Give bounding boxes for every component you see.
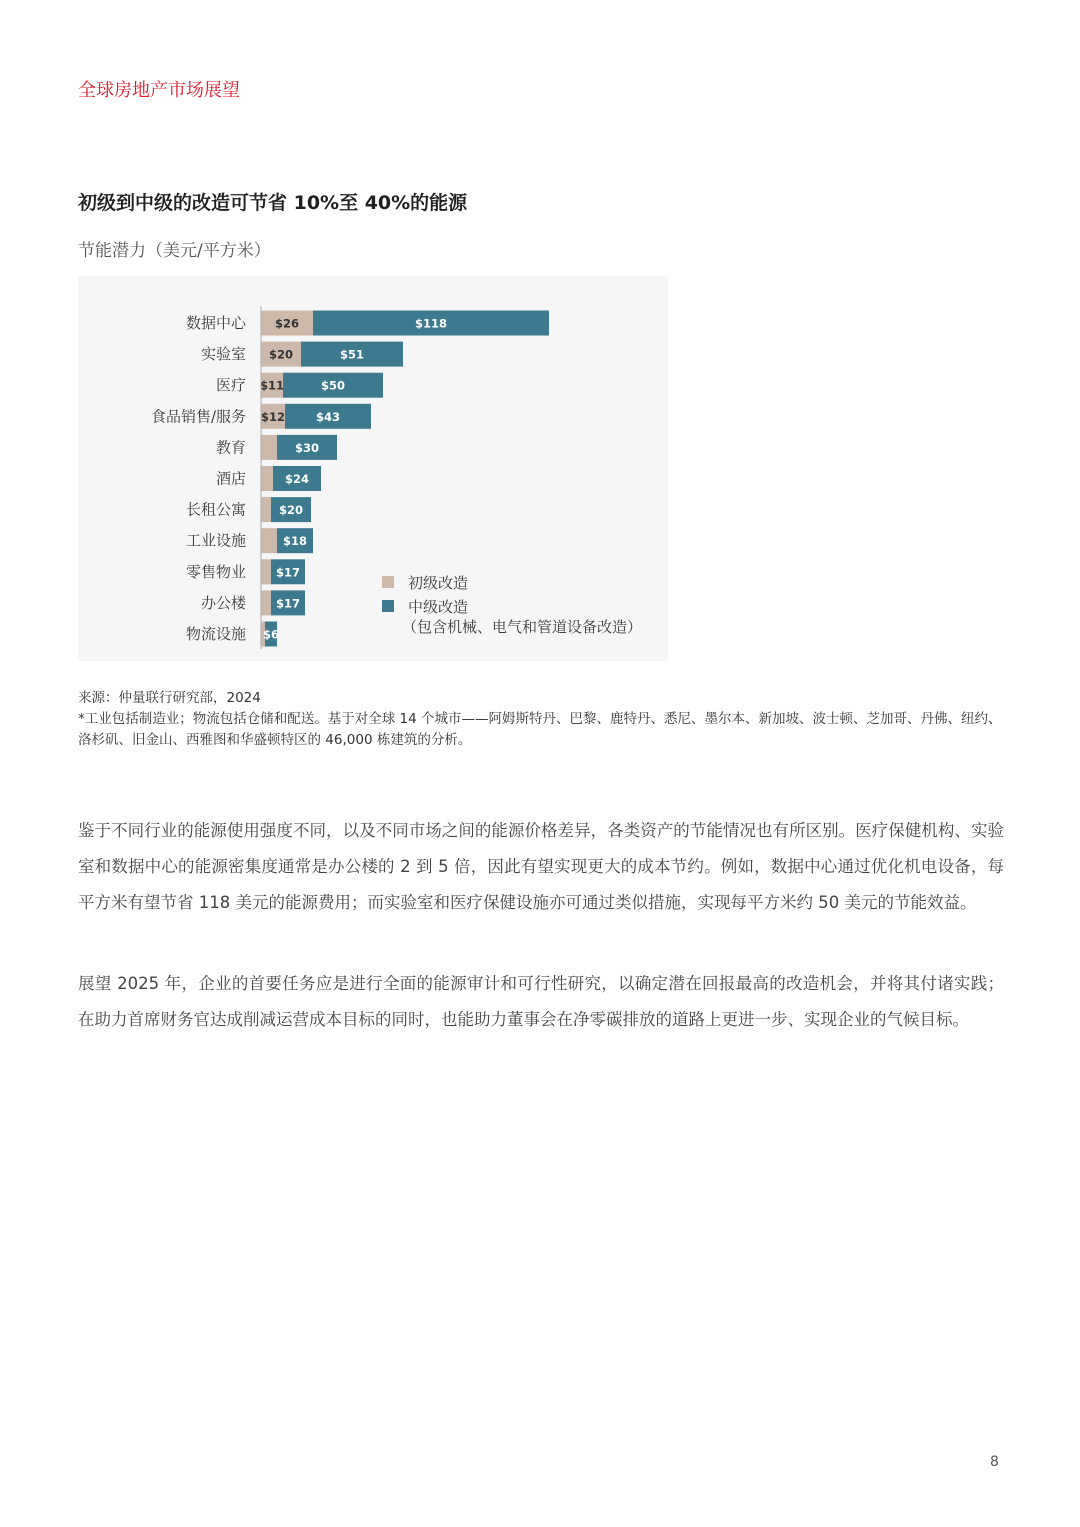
bar-basic-retrofit — [261, 497, 271, 522]
category-label: 物流设施 — [185, 625, 246, 643]
bar-basic-retrofit — [261, 466, 273, 491]
data-label-mid: $50 — [320, 378, 346, 393]
data-label-mid: $43 — [315, 409, 341, 424]
legend-label: 初级改造 — [408, 574, 469, 592]
body-paragraph-2: 展望 2025 年，企业的首要任务应是进行全面的能源审计和可行性研究，以确定潜在回报最高的改造机会，并将其付诸实践；在助力首席财务官达成削减运营成本目标的同时，也能助力董事会在净零碳排放的道路上更进一步、实现企业的气候目标。 — [78, 974, 1004, 1029]
page-number: 8 — [990, 1454, 999, 1470]
data-label-mid: $17 — [275, 565, 301, 580]
category-label: 零售物业 — [185, 562, 246, 581]
legend-swatch — [382, 576, 394, 588]
category-label: 数据中心 — [185, 314, 246, 332]
chart-title: 初级到中级的改造可节省 10%至 40%的能源 — [78, 192, 468, 214]
category-label: 办公楼 — [200, 593, 246, 612]
data-label-basic: $20 — [268, 347, 294, 362]
data-label-basic: $26 — [274, 316, 300, 331]
data-label-mid: $51 — [339, 347, 365, 362]
energy-savings-chart — [78, 276, 668, 661]
data-label-mid: $20 — [278, 503, 304, 518]
bar-basic-retrofit — [261, 435, 277, 460]
data-label-mid: $17 — [275, 596, 301, 611]
bar-basic-retrofit — [261, 590, 271, 615]
data-label-mid: $118 — [414, 316, 448, 331]
header-title: 全球房地产市场展望 — [78, 80, 240, 101]
data-label-basic: $12 — [260, 409, 286, 424]
category-label: 工业设施 — [185, 531, 246, 550]
source-line: 来源：仲量联行研究部，2024 — [78, 690, 261, 706]
data-label-mid: $6 — [262, 627, 280, 642]
data-label-mid: $30 — [294, 440, 320, 455]
data-label-mid: $24 — [284, 472, 310, 486]
data-label-mid: $18 — [282, 534, 308, 549]
category-label: 酒店 — [215, 469, 246, 488]
category-label: 食品销售/服务 — [150, 407, 246, 426]
footnote: *工业包括制造业；物流包括仓储和配送。基于对全球 14 个城市——阿姆斯特丹、巴黎、鹿特丹、悉尼、墨尔本、新加坡、波士顿、芝加哥、丹佛、纽约、洛杉矶、旧金山、西雅图和华盛顿特区的 46,000 栋建筑的分析。 — [78, 711, 1002, 748]
chart-subtitle: 节能潜力（美元/平方米） — [78, 241, 271, 261]
source-note — [78, 688, 1008, 751]
category-label: 教育 — [215, 438, 246, 457]
category-label: 实验室 — [200, 345, 246, 364]
data-label-basic: $11 — [259, 378, 285, 393]
legend-label: 中级改造 — [408, 598, 469, 616]
legend-swatch — [382, 600, 394, 612]
body-paragraph-1: 鉴于不同行业的能源使用强度不同，以及不同市场之间的能源价格差异，各类资产的节能情况也有所区别。医疗保健机构、实验室和数据中心的能源密集度通常是办公楼的 2 到 5 倍，因此有望实现更大的成本节约。例如，数据中心通过优化机电设备，每平方米有望节省 118 美元的能源费用；而实验室和医疗保健设施亦可通过类似措施，实现每平方米约 50 美元的节能效益。 — [78, 821, 1004, 912]
category-label: 长租公寓 — [185, 500, 246, 519]
bar-basic-retrofit — [261, 559, 271, 584]
legend-note: （包含机械、电气和管道设备改造） — [402, 618, 643, 636]
category-label: 医疗 — [215, 376, 246, 395]
bar-basic-retrofit — [261, 528, 277, 553]
